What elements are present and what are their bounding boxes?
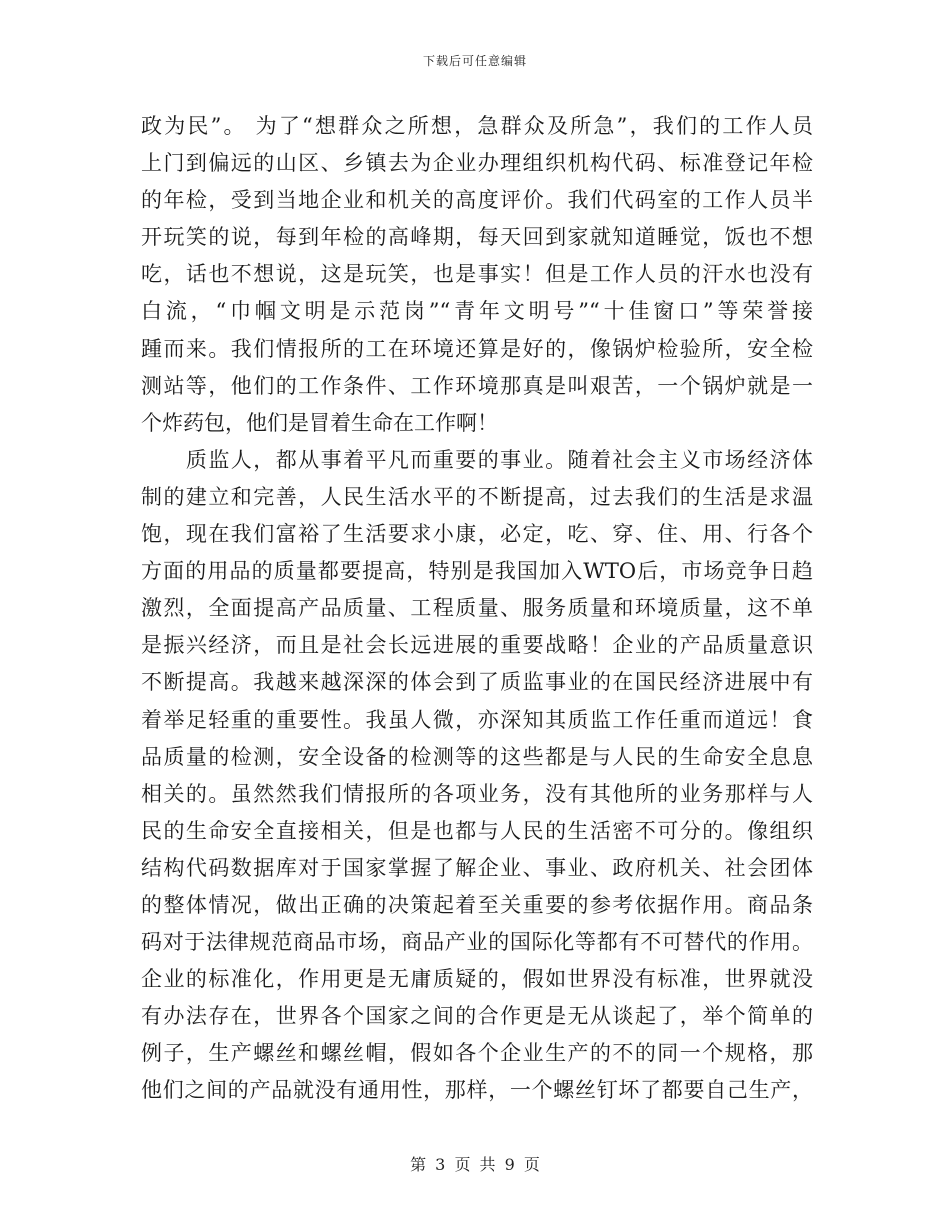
- text-line: 的年检，受到当地企业和机关的高度评价。我们代码室的工作人员半: [141, 188, 813, 213]
- text-line: 制的建立和完善，人民生活水平的不断提高，过去我们的生活是求温: [141, 484, 813, 509]
- text-line: 相关的。虽然然我们情报所的各项业务，没有其他所的业务那样与人: [141, 781, 813, 806]
- page-header: 下载后可任意编辑: [422, 54, 527, 68]
- text-line: 上门到偏远的山区、乡镇去为企业办理组织机构代码、标准登记年检: [141, 151, 813, 176]
- text-line: 是振兴经济，而且是社会长远进展的重要战略！企业的产品质量意识: [141, 633, 813, 658]
- text-line: 码对于法律规范商品市场，商品产业的国际化等都有不可替代的作用。: [141, 930, 813, 955]
- text-line: 民的生命安全直接相关，但是也都与人民的生活密不可分的。像组织: [141, 818, 813, 843]
- text-line: 饱，现在我们富裕了生活要求小康，必定，吃、穿、住、用、行各个: [141, 522, 813, 547]
- paragraph-end-line: 个炸药包，他们是冒着生命在工作啊！: [141, 410, 498, 435]
- text-line: 测站等，他们的工作条件、工作环境那真是叫艰苦，一个锅炉就是一: [141, 373, 813, 398]
- text-line: 政为民”。 为了“想群众之所想，急群众及所急”，我们的工作人员: [141, 114, 813, 138]
- text-line: 品质量的检测，安全设备的检测等的这些都是与人民的生命安全息息: [141, 744, 813, 769]
- text-line: 开玩笑的说，每到年检的高峰期，每天回到家就知道睡觉，饭也不想: [141, 225, 813, 250]
- text-line: 质监人，都从事着平凡而重要的事业。随着社会主义市场经济体: [141, 447, 813, 472]
- text-line: 吃，话也不想说，这是玩笑，也是事实！但是工作人员的汗水也没有: [141, 262, 813, 287]
- text-line: 例子，生产螺丝和螺丝帽，假如各个企业生产的不的同一个规格，那: [141, 1041, 813, 1066]
- text-line: 有办法存在，世界各个国家之间的合作更是无从谈起了，举个简单的: [141, 1004, 813, 1029]
- text-line: 白流，“巾帼文明是示范岗”“青年文明号”“十佳窗口”等荣誉接: [141, 299, 813, 324]
- text-line: 他们之间的产品就没有通用性，那样，一个螺丝钉坏了都要自己生产，: [141, 1078, 813, 1103]
- page-number-footer: 第 3 页 共 9 页: [410, 1155, 540, 1174]
- text-line: 的整体情况，做出正确的决策起着至关重要的参考依据作用。商品条: [141, 892, 813, 917]
- document-body: [141, 108, 813, 1110]
- text-line: 着举足轻重的重要性。我虽人微，亦深知其质监工作任重而道远！食: [141, 707, 813, 732]
- text-line: 企业的标准化，作用更是无庸质疑的，假如世界没有标准，世界就没: [141, 967, 813, 992]
- text-line: 激烈，全面提高产品质量、工程质量、服务质量和环境质量，这不单: [141, 596, 813, 621]
- text-line: 不断提高。我越来越深深的体会到了质监事业的在国民经济进展中有: [141, 670, 813, 695]
- text-line: 结构代码数据库对于国家掌握了解企业、事业、政府机关、社会团体: [141, 855, 813, 880]
- text-line: 踵而来。我们情报所的工在环境还算是好的，像锅炉检验所，安全检: [141, 336, 813, 361]
- text-line: 方面的用品的质量都要提高，特别是我国加入WTO后，市场竞争日趋: [141, 559, 813, 584]
